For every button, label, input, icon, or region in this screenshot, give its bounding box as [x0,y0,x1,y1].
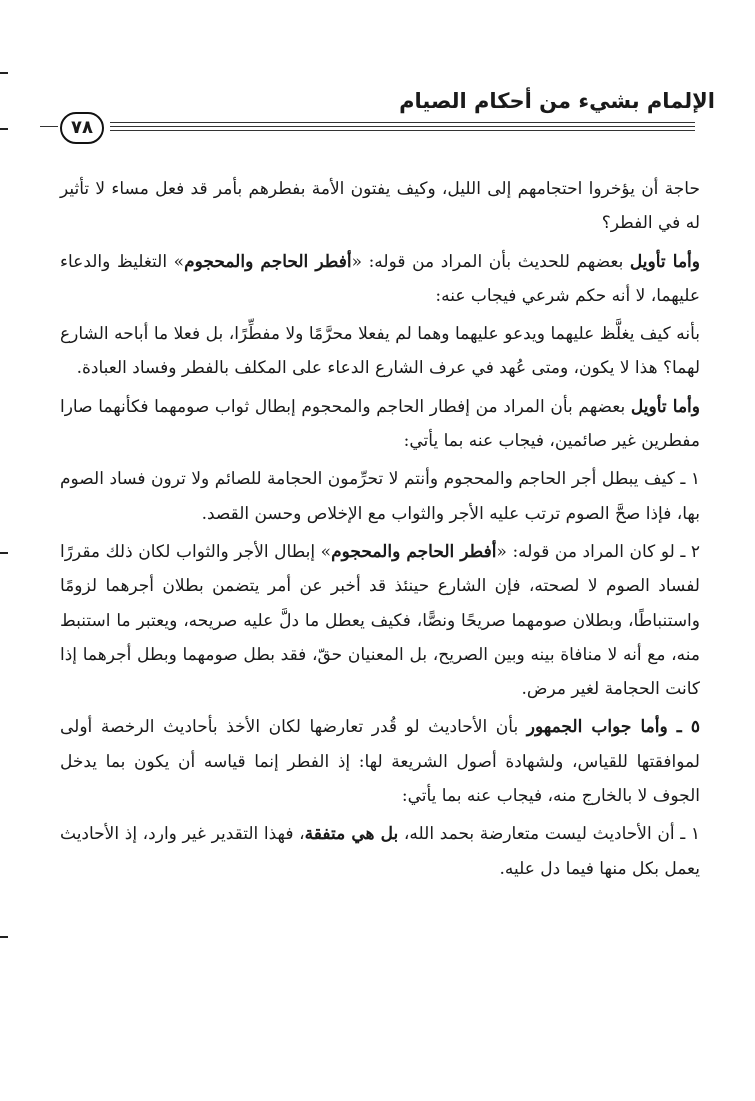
margin-mark-top [0,72,8,74]
paragraph [60,390,700,459]
page-number-badge: ٧٨ [60,112,104,144]
body-text [60,172,700,890]
bold-text: أفطر الحاجم والمحجوم [184,251,352,272]
bold-text: بل هي متفقة [304,824,399,845]
text-segment: بأنه كيف يغلَّظ عليهما ويدعو عليهما وهما لم يفعلا محرَّمًا ولا مفطِّرًا، بل فعلا ما أباحه الشارع لهما؟ هذا لا يكون، ومتى عُهد في عرف الشارع الدعاء على المكلف بالفطر وفساد العبادة. [60,324,700,379]
header-rule-left [40,126,58,127]
bold-text: وأما تأويل [630,396,700,417]
margin-mark-lower [0,936,8,938]
text-segment: ٢ ـ لو كان المراد من قوله: « [496,541,701,562]
bold-text: أفطر الحاجم والمحجوم [331,541,497,562]
text-segment: » إبطال الأجر والثواب لكان ذلك مقررًا لفساد الصوم لا لصحته، فإن الشارع حينئذ قد أخبر عن أمر يتضمن بطلان أجرهما لزومًا واستنباطًا، وبطلان صومهما صريحًا ونصًّا، فكيف يعطل ما دلَّ عليه صريحه، ويعتبر ما استنبط منه، مع أنه لا منافاة بينه وبين الصريح، بل المعنيان حقّ، فقد بطل صومهما وبطل أجرهما إذا كانت الحجامة لغير مرض. [60,541,700,700]
text-segment: » التغليظ والدعاء عليهما، لا أنه حكم شرعي فيجاب عنه: [60,251,700,306]
text-segment: ١ ـ كيف يبطل أجر الحاجم والمحجوم وأنتم لا تحرِّمون الحجامة للصائم ولا ترون فساد الصوم بها، فإذا صحَّ الصوم ترتب عليه الأجر والثواب مع الإخلاص وحسن القصد. [60,469,700,524]
paragraph [60,172,700,241]
header-rule [110,130,695,131]
paragraph [60,710,700,813]
page-header [0,88,755,148]
text-segment: ١ ـ أن الأحاديث ليست متعارضة بحمد الله، [398,824,700,845]
bold-text: ٥ ـ وأما جواب الجمهور [526,717,700,738]
paragraph [60,245,700,314]
margin-mark-middle [0,552,8,554]
paragraph [60,817,700,886]
bold-text: وأما تأويل [629,251,700,272]
paragraph [60,462,700,531]
paragraph [60,535,700,706]
text-segment: بعضهم للحديث بأن المراد من قوله: « [351,251,630,272]
text-segment: ، فهذا التقدير غير وارد، إذ الأحاديث يعمل بكل منها فيما دل عليه. [60,824,700,879]
header-rule [110,126,695,127]
header-rule [110,122,695,123]
paragraph [60,317,700,386]
text-segment: حاجة أن يؤخروا احتجامهم إلى الليل، وكيف يفتون الأمة بفطرهم بأمر قد فعل مساء لا تأثير له في الفطر؟ [60,179,700,234]
text-segment: بعضهم بأن المراد من إفطار الحاجم والمحجوم إبطال ثواب صومهما فكأنهما صارا مفطرين غير صائمين، فيجاب عنه بما يأتي: [60,396,700,452]
text-segment: بأن الأحاديث لو قُدر تعارضها لكان الأخذ بأحاديث الرخصة أولى لموافقتها للقياس، ولشهادة أصول الشريعة لها: إذ الفطر إنما قياسه أن يكون بما يدخل الجوف لا بالخارج منه، فيجاب عنه بما يأتي: [60,717,700,807]
running-title: الإلمام بشيء من أحكام الصيام [399,89,715,113]
